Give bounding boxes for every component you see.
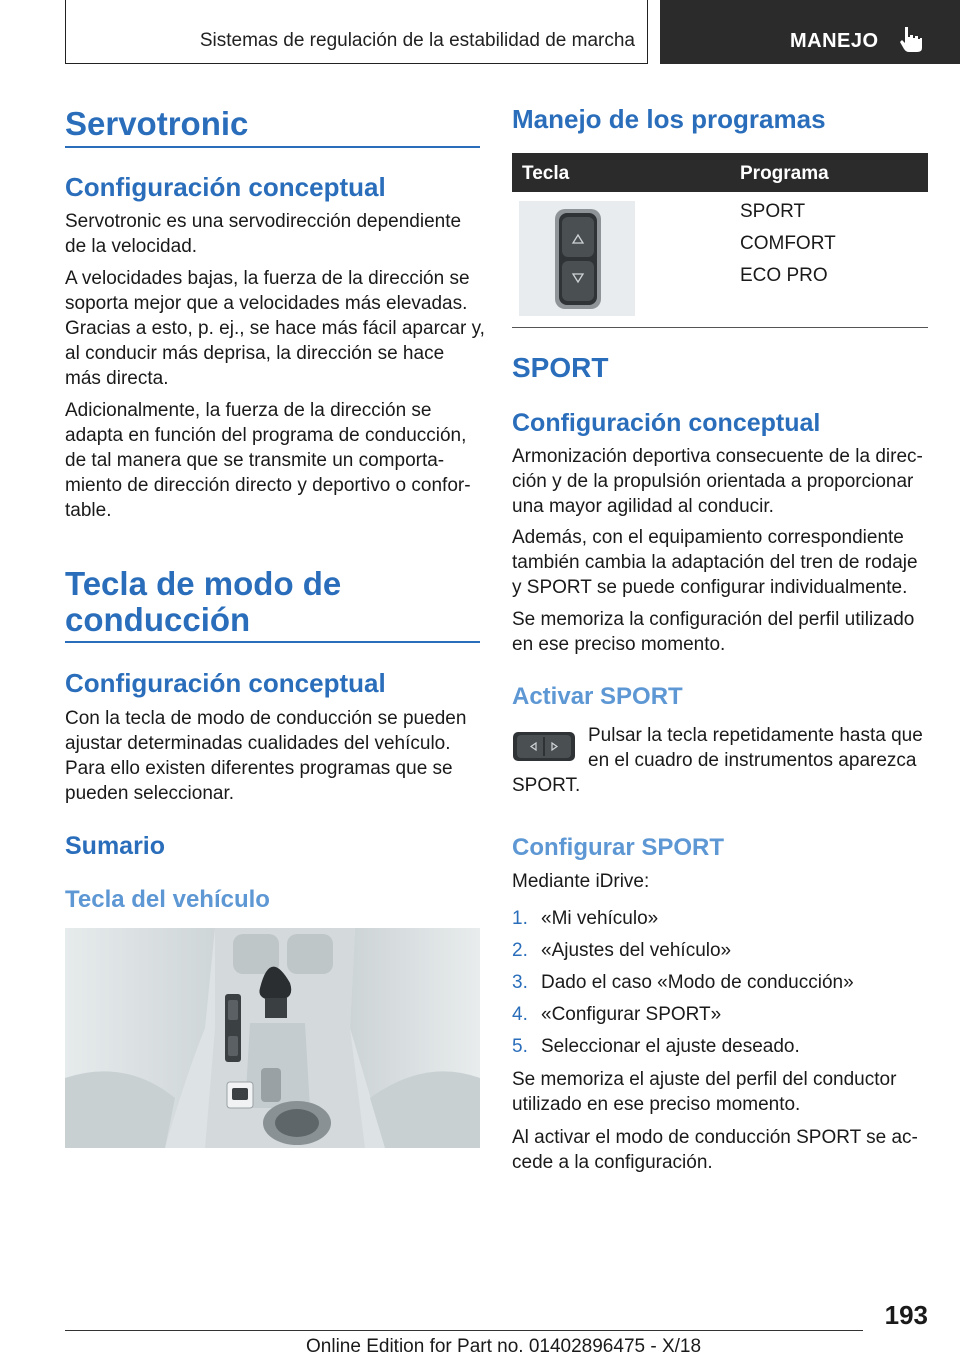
page-number: 193 xyxy=(884,1300,928,1330)
table-header xyxy=(512,153,928,192)
chapter-title: MANEJO xyxy=(790,30,879,52)
heading-tecla-modo: Tecla de modo de conducción xyxy=(65,565,342,638)
step-text: «Ajustes del vehículo» xyxy=(541,940,732,961)
heading-sumario: Sumario xyxy=(65,832,166,860)
step-number: 5. xyxy=(512,1036,528,1057)
header-section-box xyxy=(65,0,648,64)
paragraph-sport-intro: Armonización deportiva consecuente de la direc‐ ción y de la propulsión orientada a proporcionar una mayor agilidad al conducir. xyxy=(512,446,923,517)
step-number: 2. xyxy=(512,940,528,961)
paragraph-sport-memory: Se memoriza la configuración del perfil utilizado en ese preciso momento. xyxy=(512,609,915,655)
center-console-photo xyxy=(65,928,480,1148)
table-bottom-rule xyxy=(512,327,928,328)
heading-config-tecla: Configuración conceptual xyxy=(65,668,386,698)
heading-configurar-sport: Configurar SPORT xyxy=(512,834,725,861)
paragraph-config-access: Al activar el modo de conducción SPORT se ac‐ cede a la configuración. xyxy=(512,1127,918,1173)
program-sport: SPORT xyxy=(740,201,806,222)
footer-edition: Online Edition for Part no. 01402896475 - X/18 xyxy=(306,1336,702,1357)
paragraph-idrive: Mediante iDrive: xyxy=(512,871,650,892)
pointing-hand-icon xyxy=(896,24,926,54)
step-text: «Configurar SPORT» xyxy=(541,1004,722,1025)
paragraph-servotronic-intro: Servotronic es una servodirección dependiente de la velocidad. xyxy=(65,211,462,257)
table-header-programa: Programa xyxy=(740,163,829,184)
driving-mode-key-photo xyxy=(519,201,635,316)
paragraph-servotronic-program: Adicionalmente, la fuerza de la dirección se adapta en función del programa de conducción, de tal manera que se transmite un comporta‐ miento de dirección directo y deportivo o confor‐ table. xyxy=(65,400,471,521)
step-number: 1. xyxy=(512,908,528,929)
heading-servotronic: Servotronic xyxy=(65,105,249,142)
header-chapter-box xyxy=(660,0,960,64)
heading-config-sport: Configuración conceptual xyxy=(512,409,821,437)
heading-sport: SPORT xyxy=(512,352,609,383)
paragraph-activar-a: Pulsar la tecla repetidamente hasta que en el cuadro de instrumentos aparezca xyxy=(588,725,923,771)
step-text: «Mi vehículo» xyxy=(541,908,659,929)
heading-manejo-programas: Manejo de los programas xyxy=(512,104,826,134)
section-title: Sistemas de regulación de la estabilidad de marcha xyxy=(199,30,635,51)
heading-tecla-vehiculo: Tecla del vehículo xyxy=(65,886,270,913)
table-header-tecla: Tecla xyxy=(522,163,570,184)
step-text: Seleccionar el ajuste deseado. xyxy=(541,1036,800,1057)
heading-config-servotronic: Configuración conceptual xyxy=(65,172,386,202)
paragraph-sport-equipment: Además, con el equipamiento correspondiente también cambia la adaptación del tren de rodaje y SPORT se puede configurar individualmente. xyxy=(512,527,918,598)
heading-activar-sport: Activar SPORT xyxy=(512,683,683,710)
paragraph-activar-b: SPORT. xyxy=(512,775,581,796)
step-text: Dado el caso «Modo de conducción» xyxy=(541,972,854,993)
heading-rule xyxy=(65,146,480,148)
footer-rule xyxy=(65,1330,863,1331)
paragraph-servotronic-speed: A velocidades bajas, la fuerza de la dirección se soporta mejor que a velocidades más elevadas. Gracias a esto, p. ej., se hace más fácil aparcar y, al conducir más deprisa, la dirección se hace más directa. xyxy=(65,268,485,389)
step-number: 3. xyxy=(512,972,528,993)
driving-mode-key-icon xyxy=(512,729,576,764)
paragraph-config-memory: Se memoriza el ajuste del perfil del conductor utilizado en ese preciso momento. xyxy=(512,1069,897,1115)
heading-rule xyxy=(65,641,480,643)
program-comfort: COMFORT xyxy=(740,233,836,254)
program-eco-pro: ECO PRO xyxy=(740,265,828,286)
paragraph-tecla-intro: Con la tecla de modo de conducción se pueden ajustar determinadas cualidades del vehículo. Para ello existen diferentes programas que se pueden seleccionar. xyxy=(65,708,467,804)
step-number: 4. xyxy=(512,1004,528,1025)
